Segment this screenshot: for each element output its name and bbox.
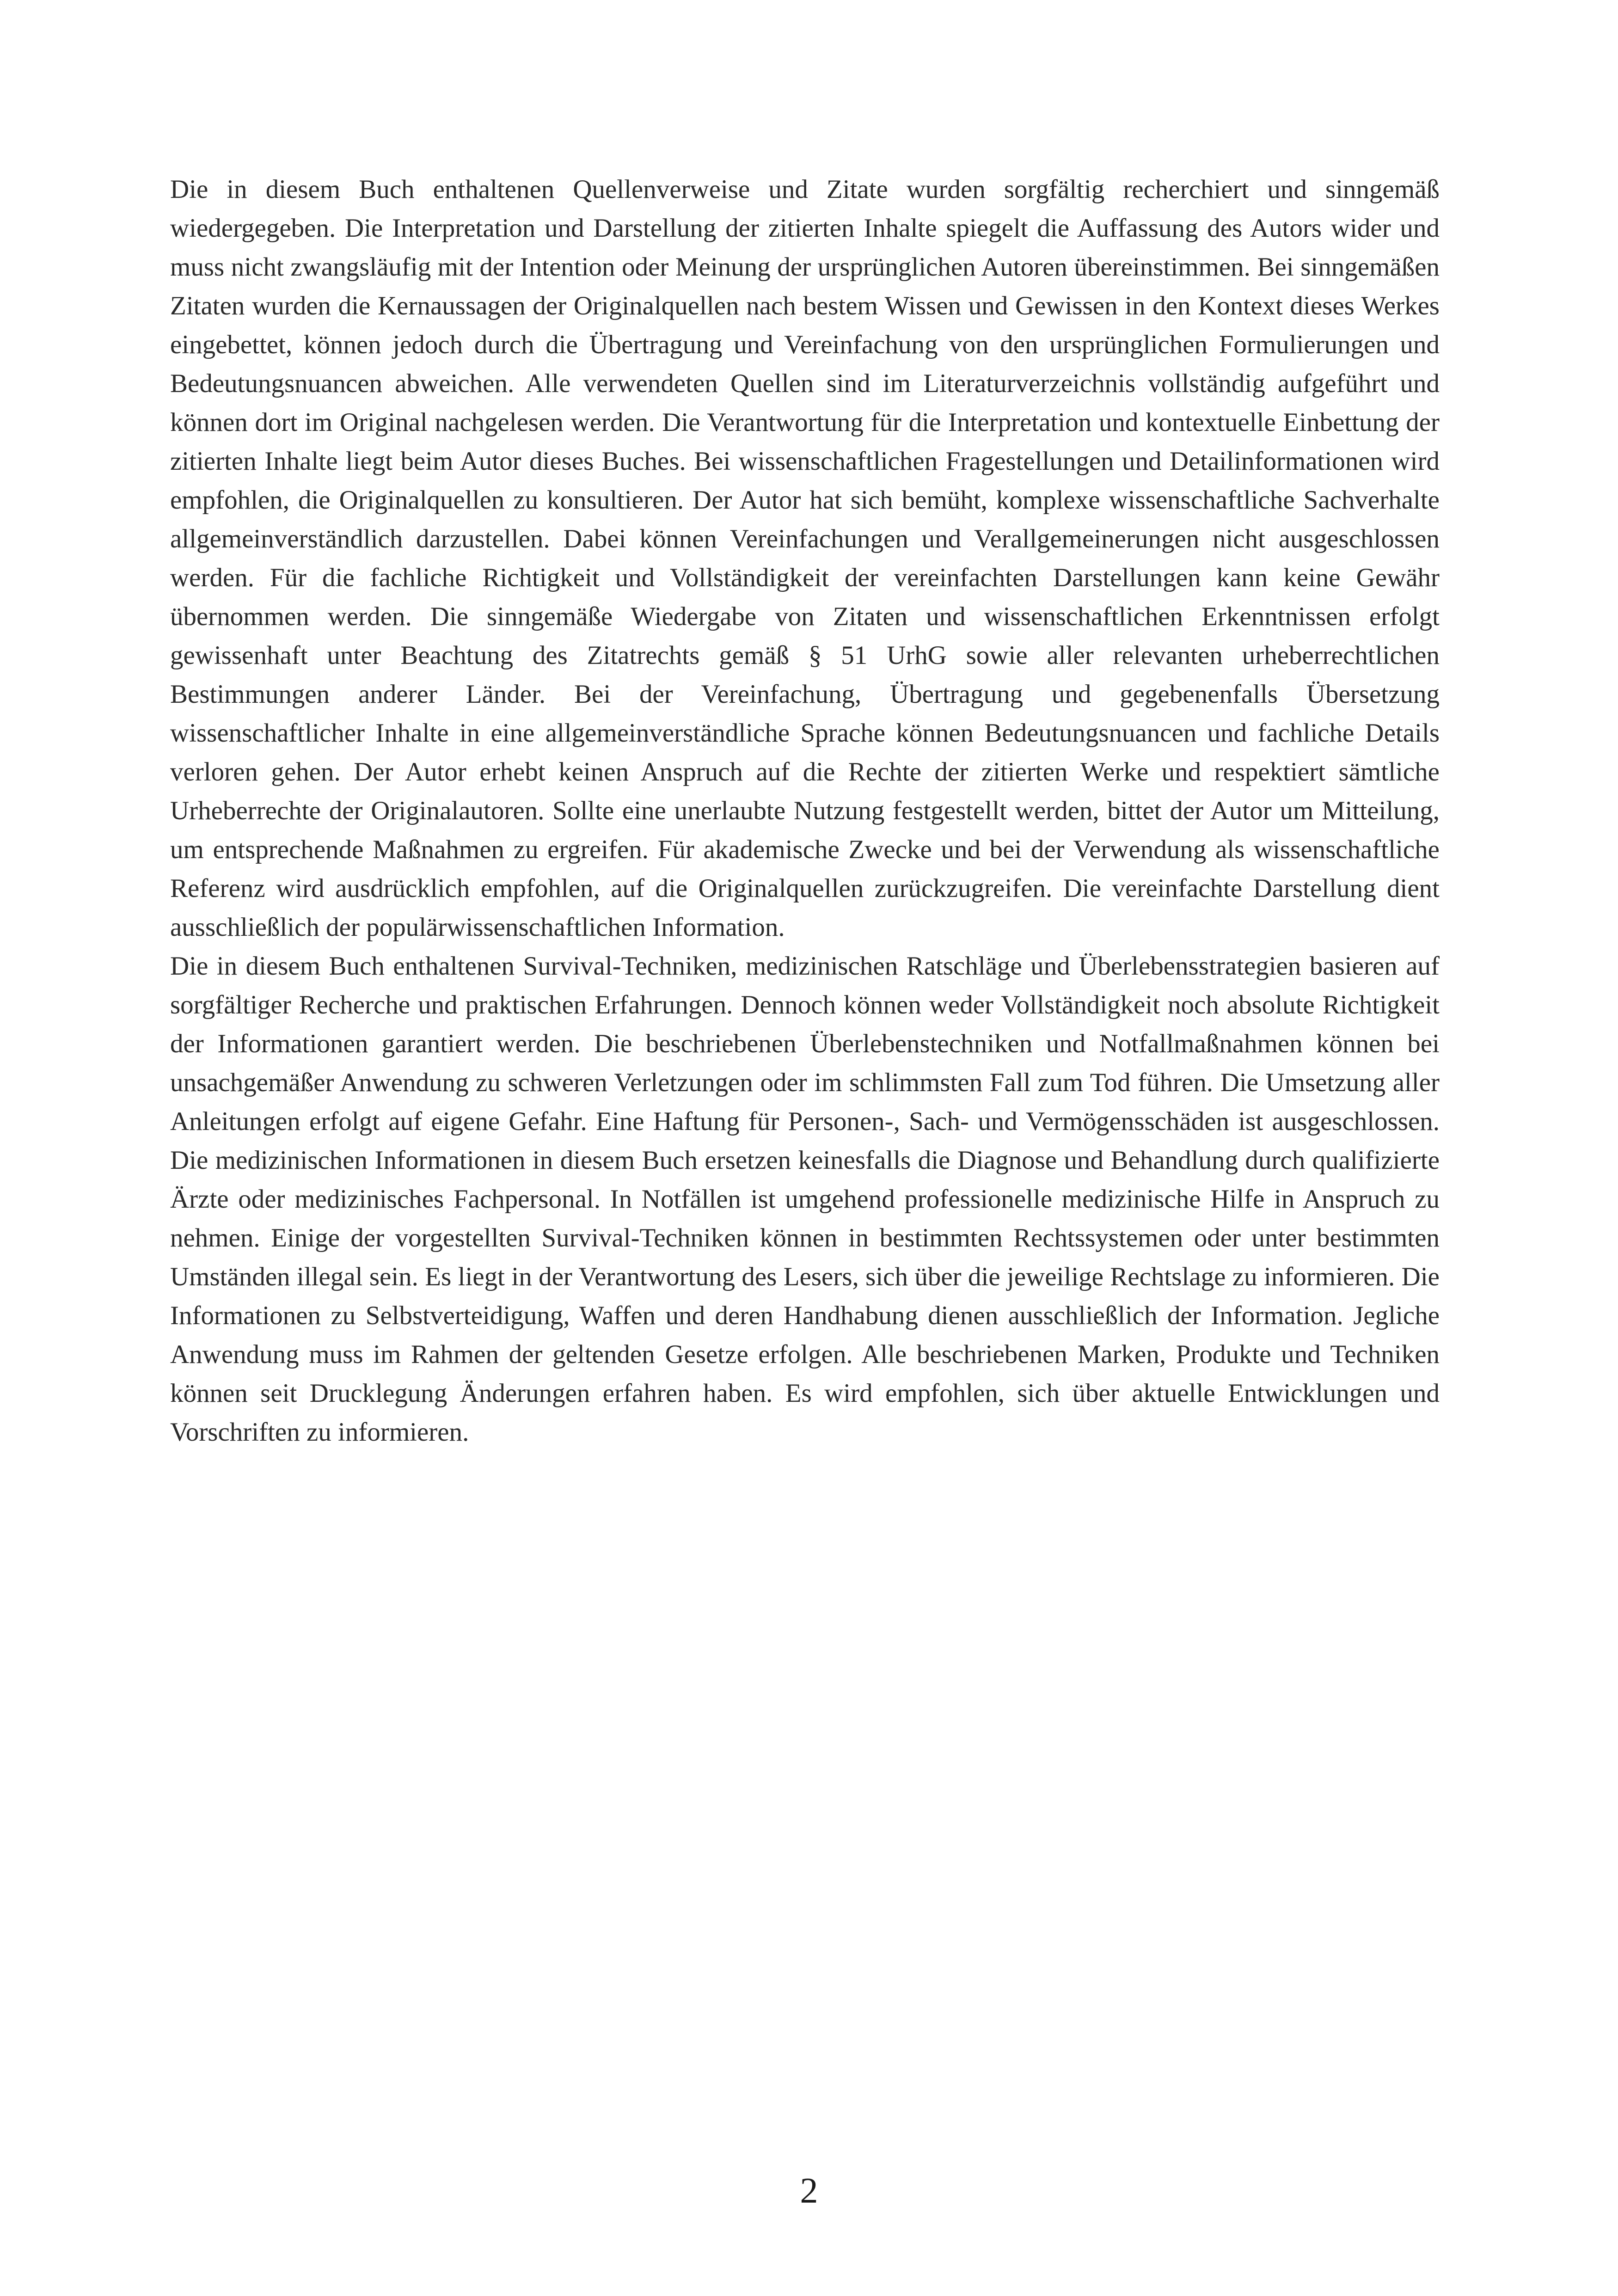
paragraph-sources-citations: Die in diesem Buch enthaltenen Quellenverweise und Zitate wurden sorgfältig recherchiert und sinngemäß wiedergegeben. Die Interpretation und Darstellung der zitierten Inhalte spiegelt die Auffassung des Autors wider und muss nicht zwangsläufig mit der Intention oder Meinung der ursprünglichen Autoren übereinstimmen. Bei sinngemäßen Zitaten wurden die Kernaussagen der Originalquellen nach bestem Wissen und Gewissen in den Kontext dieses Werkes eingebettet, können jedoch durch die Übertragung und Vereinfachung von den ursprünglichen Formulierungen und Bedeutungsnuancen abweichen. Alle verwendeten Quellen sind im Literaturverzeichnis vollständig aufgeführt und können dort im Original nachgelesen werden. Die Verantwortung für die Interpretation und kontextuelle Einbettung der zitierten Inhalte liegt beim Autor dieses Buches. Bei wissenschaftlichen Fragestellungen und Detailinformationen wird empfohlen, die Originalquellen zu konsultieren. Der Autor hat sich bemüht, komplexe wissenschaftliche Sachverhalte allgemeinverständlich darzustellen. Dabei können Vereinfachungen und Verallgemeinerungen nicht ausgeschlossen werden. Für die fachliche Richtigkeit und Vollständigkeit der vereinfachten Darstellungen kann keine Gewähr übernommen werden. Die sinngemäße Wiedergabe von Zitaten und wissenschaftlichen Erkenntnissen erfolgt gewissenhaft unter Beachtung des Zitatrechts gemäß § 51 UrhG sowie aller relevanten urheberrechtlichen Bestimmungen anderer Länder. Bei der Vereinfachung, Übertragung und gegebenenfalls Übersetzung wissenschaftlicher Inhalte in eine allgemeinverständliche Sprache können Bedeutungsnuancen und fachliche Details verloren gehen. Der Autor erhebt keinen Anspruch auf die Rechte der zitierten Werke und respektiert sämtliche Urheberrechte der Originalautoren. Sollte eine unerlaubte Nutzung festgestellt werden, bittet der Autor um Mitteilung, um entsprechende Maßnahmen zu ergreifen. Für akademische Zwecke und bei der Verwendung als wissenschaftliche Referenz wird ausdrücklich empfohlen, auf die Originalquellen zurückzugreifen. Die vereinfachte Darstellung dient ausschließlich der populärwissenschaftlichen Information. — [170, 175, 1440, 942]
page-number: 2 — [800, 2170, 818, 2210]
disclaimer-text — [170, 170, 1440, 1452]
paragraph-survival-liability: Die in diesem Buch enthaltenen Survival-Techniken, medizinischen Ratschläge und Überlebensstrategien basieren auf sorgfältiger Recherche und praktischen Erfahrungen. Dennoch können weder Vollständigkeit noch absolute Richtigkeit der Informationen garantiert werden. Die beschriebenen Überlebenstechniken und Notfallmaßnahmen können bei unsachgemäßer Anwendung zu schweren Verletzungen oder im schlimmsten Fall zum Tod führen. Die Umsetzung aller Anleitungen erfolgt auf eigene Gefahr. Eine Haftung für Personen-, Sach- und Vermögensschäden ist ausgeschlossen. Die medizinischen Informationen in diesem Buch ersetzen keinesfalls die Diagnose und Behandlung durch qualifizierte Ärzte oder medizinisches Fachpersonal. In Notfällen ist umgehend professionelle medizinische Hilfe in Anspruch zu nehmen. Einige der vorgestellten Survival-Techniken können in bestimmten Rechtssystemen oder unter bestimmten Umständen illegal sein. Es liegt in der Verantwortung des Lesers, sich über die jeweilige Rechtslage zu informieren. Die Informationen zu Selbstverteidigung, Waffen und deren Handhabung dienen ausschließlich der Information. Jegliche Anwendung muss im Rahmen der geltenden Gesetze erfolgen. Alle beschriebenen Marken, Produkte und Techniken können seit Drucklegung Änderungen erfahren haben. Es wird empfohlen, sich über aktuelle Entwicklungen und Vorschriften zu informieren. — [170, 952, 1440, 1447]
